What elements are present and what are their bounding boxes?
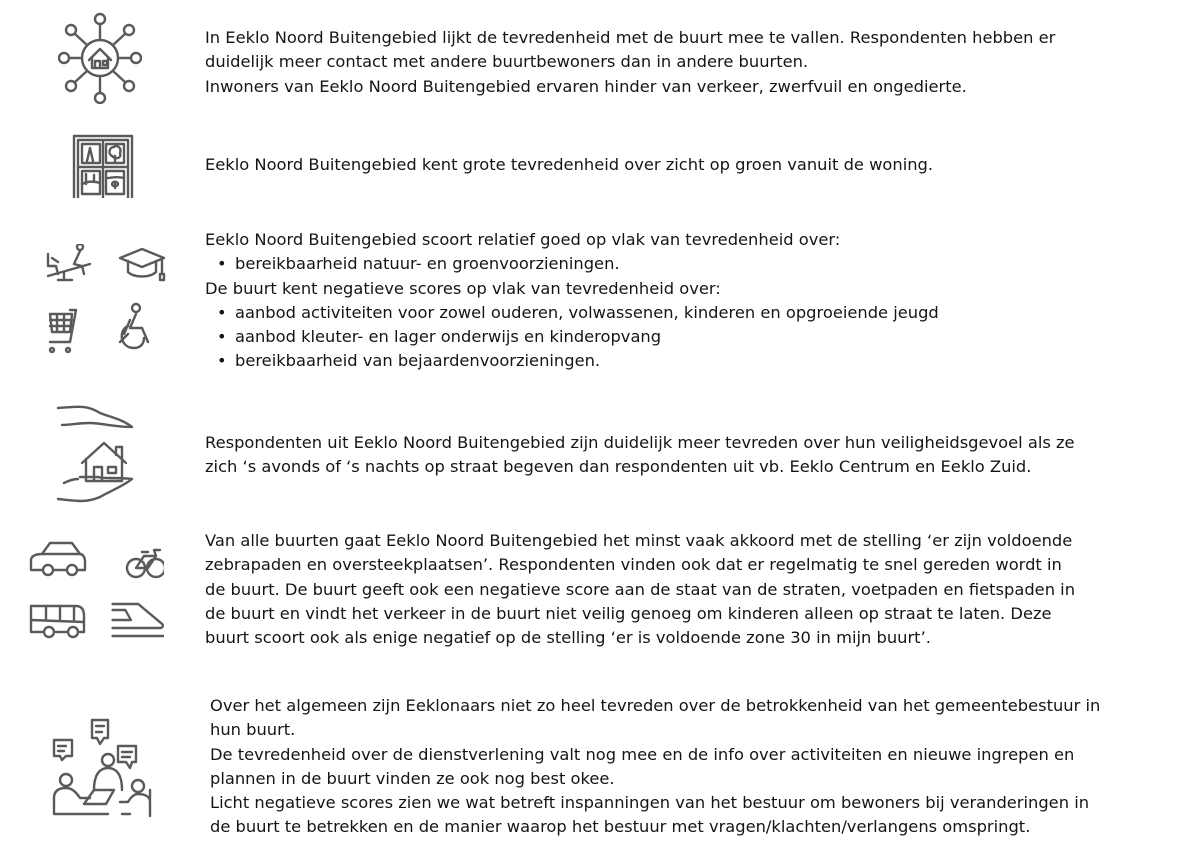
section-text	[205, 228, 939, 374]
text-line: Respondenten uit Eeklo Noord Buitengebied zijn duidelijk meer tevreden over hun veiligheidsgevoel als ze	[205, 433, 1075, 452]
shopping-cart-icon	[50, 310, 76, 352]
text-line: plannen in de buurt vinden ze ook nog best okee.	[210, 768, 615, 788]
bicycle-icon	[127, 550, 164, 577]
bus-icon	[31, 606, 84, 637]
bullet-item: • bereikbaarheid natuur- en groenvoorzieningen.	[205, 252, 939, 276]
neighbourhood-network-icon	[58, 12, 142, 104]
text-line: Eeklo Noord Buitengebied kent grote tevredenheid over zicht op groen vanuit de woning.	[205, 155, 934, 174]
text-line: buurt scoort ook als enige negatief op de stelling ‘er is voldoende zone 30 in mijn buurt’.	[205, 628, 931, 648]
wheelchair-icon	[120, 304, 148, 348]
text-line: duidelijk meer contact met andere buurtbewoners dan in andere buurten.	[205, 52, 809, 72]
graduation-cap-icon	[120, 249, 164, 280]
text-line: zich ‘s avonds of ‘s nachts op straat begeven dan respondenten uit vb. Eeklo Centrum en Eeklo Zuid.	[205, 457, 1032, 477]
bullet-item: • aanbod kleuter- en lager onderwijs en kinderopvang	[205, 325, 939, 349]
text-line: Eeklo Noord Buitengebied scoort relatief goed op vlak van tevredenheid over:	[205, 230, 841, 249]
text-line: de buurt. De buurt geeft ook een negatieve score aan de staat van de straten, voetpaden en fietspaden in	[205, 579, 1076, 599]
text-line: Over het algemeen zijn Eeklonaars niet zo heel tevreden over de betrokkenheid van het gemeentebestuur in	[210, 696, 1101, 715]
section-text	[205, 529, 1075, 650]
text-line: Licht negatieve scores zien we wat betreft inspanningen van het bestuur om bewoners bij veranderingen in	[210, 793, 1090, 813]
text-line: Inwoners van Eeklo Noord Buitengebied ervaren hinder van verkeer, zwerfvuil en ongedierte.	[205, 76, 967, 96]
train-icon	[112, 604, 164, 636]
section-text	[205, 153, 933, 177]
playground-seesaw-icon	[48, 244, 90, 280]
car-icon	[31, 543, 85, 575]
facilities-icons	[44, 244, 168, 356]
text-line: de buurt en vindt het verkeer in de buurt niet veilig genoeg om kinderen alleen op straat te laten. Deze	[205, 603, 1052, 623]
section-text	[205, 26, 1055, 99]
text-line: In Eeklo Noord Buitengebied lijkt de tevredenheid met de buurt mee te vallen. Respondenten hebben er	[205, 28, 1056, 47]
traffic-icons	[28, 540, 164, 640]
window-green-view-icon	[72, 134, 134, 198]
text-line: zebrapaden en oversteekplaatsen’. Respondenten vinden ook dat er regelmatig te snel gereden wordt in	[205, 555, 1062, 575]
section-text	[210, 694, 1100, 840]
safe-home-hands-icon	[56, 405, 136, 503]
section-text	[205, 431, 1075, 480]
text-line: De buurt kent negatieve scores op vlak van tevredenheid over:	[205, 278, 721, 298]
bullet-item: • aanbod activiteiten voor zowel ouderen, volwassenen, kinderen en opgroeiende jeugd	[205, 301, 939, 325]
text-line: Van alle buurten gaat Eeklo Noord Buitengebied het minst vaak akkoord met de stelling ‘er zijn voldoende	[205, 531, 1073, 550]
text-line: De tevredenheid over de dienstverlening valt nog mee en de info over activiteiten en nieuwe ingrepen en	[210, 744, 1075, 764]
meeting-discussion-icon	[50, 718, 156, 820]
bullet-item: • bereikbaarheid van bejaardenvoorzieningen.	[205, 349, 939, 373]
text-line: hun buurt.	[210, 720, 296, 740]
text-line: de buurt te betrekken en de manier waarop het bestuur met vragen/klachten/verlangens omspringt.	[210, 817, 1031, 837]
